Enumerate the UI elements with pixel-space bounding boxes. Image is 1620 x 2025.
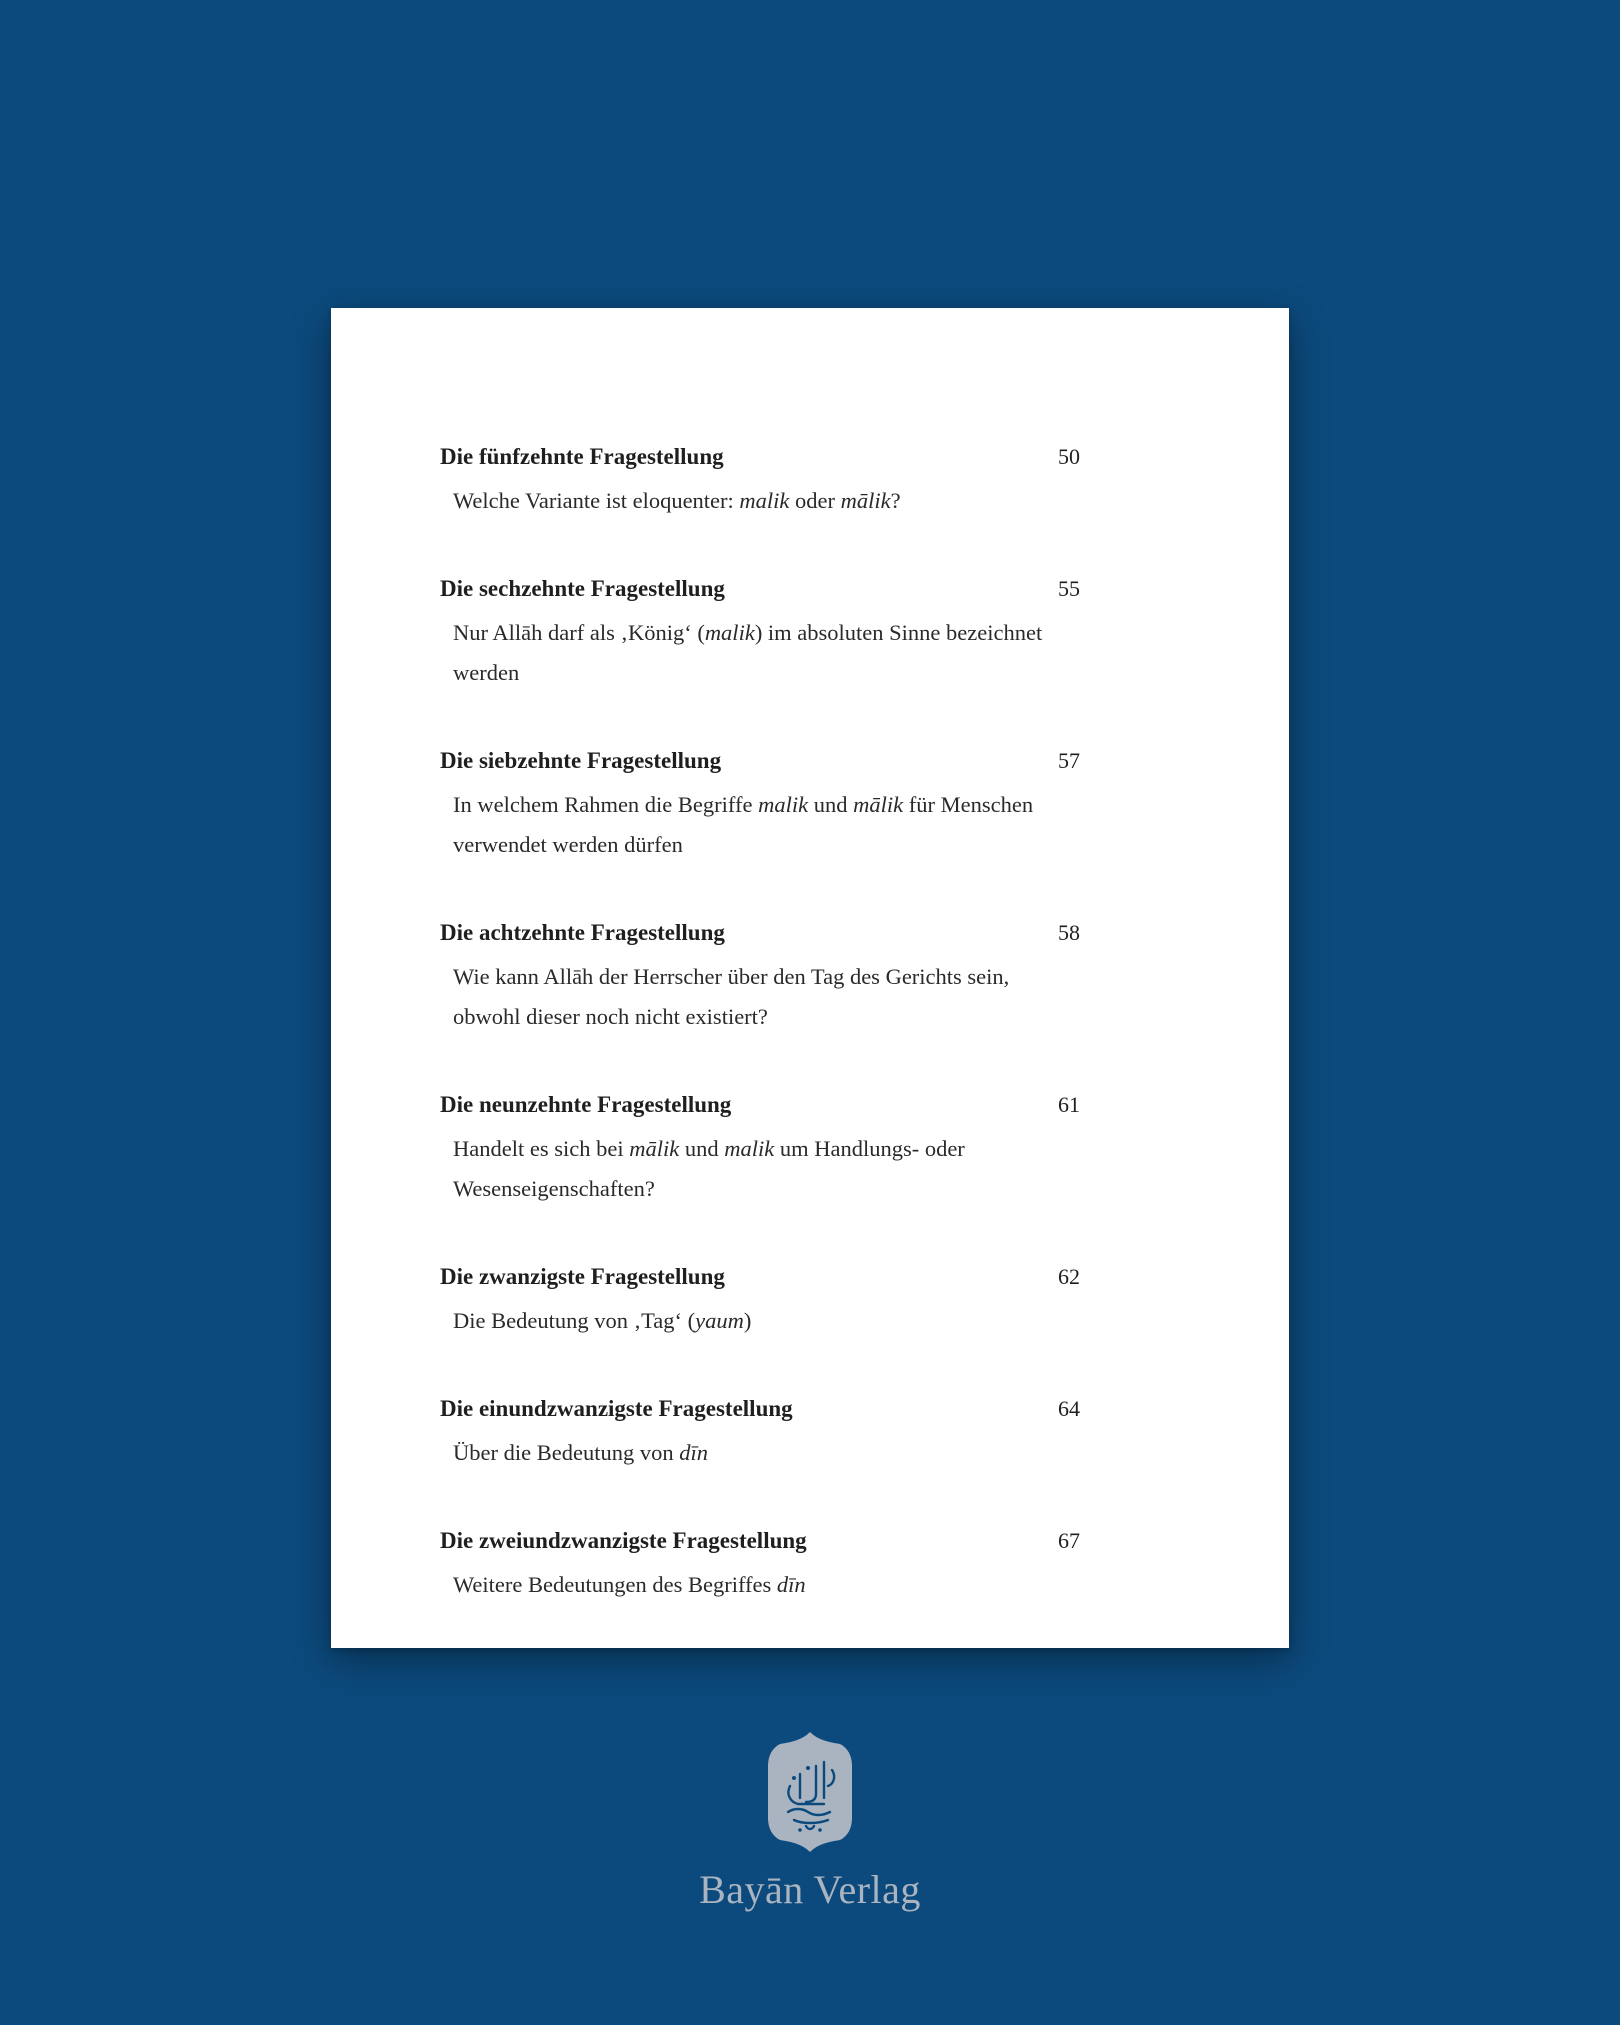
toc-entry xyxy=(440,443,1080,521)
toc-entry-title: Die fünfzehnte Fragestellung xyxy=(440,444,724,469)
toc-entry-heading xyxy=(440,1527,1080,1555)
toc-entry-heading xyxy=(440,575,1080,603)
description-text: ) im absoluten Sinne bezeichnet werden xyxy=(453,620,1043,685)
toc-entry xyxy=(440,1395,1080,1473)
table-of-contents xyxy=(440,443,1080,1605)
toc-entry xyxy=(440,1091,1080,1209)
description-text: um Handlungs- oder Wesenseigenschaften? xyxy=(453,1136,965,1201)
toc-entry-title: Die einundzwanzigste Fragestellung xyxy=(440,1396,793,1421)
publisher-block xyxy=(0,1728,1620,1913)
toc-entry-page-number: 58 xyxy=(1058,920,1080,945)
toc-entry-heading xyxy=(440,747,1080,775)
toc-entry-title: Die siebzehnte Fragestellung xyxy=(440,748,722,773)
italic-term: malik xyxy=(704,620,755,645)
toc-entry-heading xyxy=(440,1263,1080,1291)
toc-entry-description xyxy=(453,613,1078,693)
toc-entry-description xyxy=(453,1433,1078,1473)
description-text: Wie kann Allāh der Herrscher über den Tag des Gerichts sein, obwohl dieser noch nicht existiert? xyxy=(453,964,1010,1029)
toc-entry-heading xyxy=(440,1091,1080,1119)
toc-entry-title: Die zweiundzwanzigste Fragestellung xyxy=(440,1528,807,1553)
description-text: und xyxy=(679,1136,725,1161)
toc-entry-description xyxy=(453,481,1078,521)
description-text: Welche Variante ist eloquenter: xyxy=(453,488,740,513)
toc-entry-heading xyxy=(440,443,1080,471)
description-text: für Menschen verwendet werden dürfen xyxy=(453,792,1034,857)
toc-entry-page-number: 61 xyxy=(1058,1092,1080,1117)
description-text: Weitere Bedeutungen des Begriffes xyxy=(453,1572,777,1597)
italic-term: malik xyxy=(724,1136,775,1161)
italic-term: malik xyxy=(739,488,790,513)
toc-entry-page-number: 64 xyxy=(1058,1396,1080,1421)
italic-term: mālik xyxy=(853,792,904,817)
toc-entry-heading xyxy=(440,919,1080,947)
description-text: und xyxy=(808,792,854,817)
description-text: Die Bedeutung von ‚Tag‘ ( xyxy=(453,1308,696,1333)
toc-entry-description xyxy=(453,957,1078,1037)
italic-term: mālik xyxy=(629,1136,680,1161)
description-text: Nur Allāh darf als ‚König‘ ( xyxy=(453,620,705,645)
toc-entry xyxy=(440,1263,1080,1341)
italic-term: dīn xyxy=(679,1440,708,1465)
toc-entry-heading xyxy=(440,1395,1080,1423)
publisher-name: Bayān Verlag xyxy=(699,1867,921,1912)
toc-entry-page-number: 50 xyxy=(1058,444,1080,469)
toc-entry xyxy=(440,747,1080,865)
toc-entry-description xyxy=(453,1565,1078,1605)
italic-term: dīn xyxy=(776,1572,806,1597)
toc-entry-page-number: 57 xyxy=(1058,748,1080,773)
toc-entry-title: Die neunzehnte Fragestellung xyxy=(440,1092,732,1117)
toc-entry-title: Die achtzehnte Fragestellung xyxy=(440,920,725,945)
toc-entry-page-number: 67 xyxy=(1058,1528,1080,1553)
description-text: Handelt es sich bei xyxy=(453,1136,630,1161)
book-page xyxy=(331,308,1289,1648)
toc-entry-title: Die zwanzigste Fragestellung xyxy=(440,1264,725,1289)
toc-entry-page-number: 62 xyxy=(1058,1264,1080,1289)
toc-entry-description xyxy=(453,1301,1078,1341)
italic-term: yaum xyxy=(695,1308,744,1333)
description-text: ? xyxy=(890,488,901,513)
description-text: Über die Bedeutung von xyxy=(453,1440,680,1465)
italic-term: malik xyxy=(758,792,809,817)
toc-entry xyxy=(440,919,1080,1037)
description-text: oder xyxy=(789,488,841,513)
calligraphy-emblem-icon xyxy=(760,1728,860,1856)
description-text: ) xyxy=(743,1308,752,1333)
toc-entry xyxy=(440,575,1080,693)
toc-entry xyxy=(440,1527,1080,1605)
description-text: In welchem Rahmen die Begriffe xyxy=(453,792,759,817)
italic-term: mālik xyxy=(840,488,891,513)
toc-entry-description xyxy=(453,785,1078,865)
toc-entry-title: Die sechzehnte Fragestellung xyxy=(440,576,725,601)
toc-entry-description xyxy=(453,1129,1078,1209)
toc-entry-page-number: 55 xyxy=(1058,576,1080,601)
